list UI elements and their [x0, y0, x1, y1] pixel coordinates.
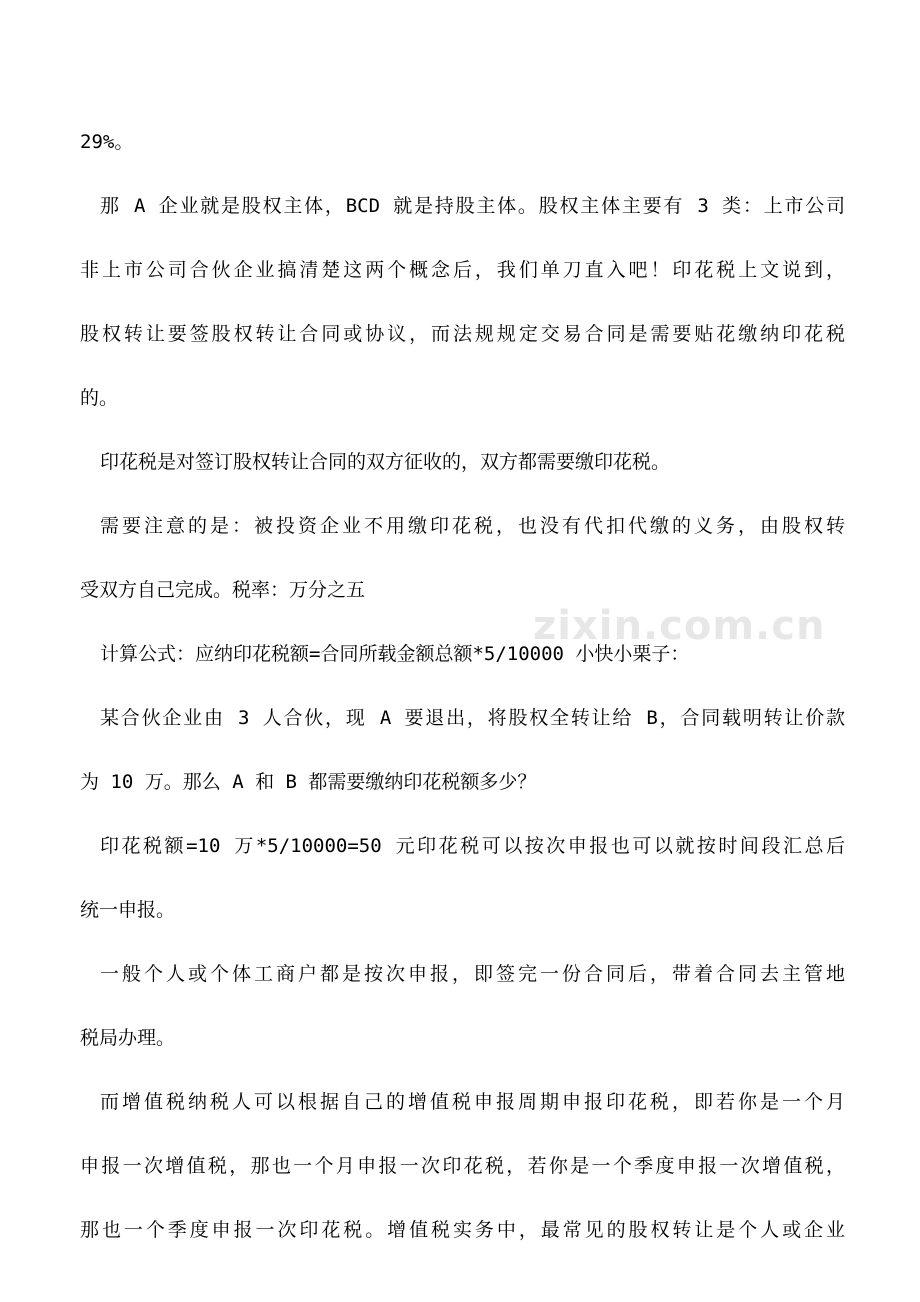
text-line: 印花税是对签订股权转让合同的双方征收的，双方都需要缴印花税。 — [100, 451, 671, 473]
text-line: 29%。 — [80, 131, 134, 153]
article-body — [80, 122, 845, 1250]
text-line: 的。 — [80, 387, 119, 409]
text-line: 申报一次增值税，那也一个月申报一次印花税，若你是一个季度申报一次增值税， — [80, 1155, 845, 1177]
text-line: 为 10 万。那么 A 和 B 都需要缴纳印花税额多少？ — [80, 771, 537, 793]
text-line: 受双方自己完成。税率：万分之五 — [80, 579, 366, 601]
watermark: zixin.com.cn — [533, 603, 826, 649]
text-line: 统一申报。 — [80, 899, 176, 921]
text-line: 那 A 企业就是股权主体，BCD 就是持股主体。股权主体主要有 3 类：上市公司 — [100, 195, 845, 217]
text-line: 非上市公司合伙企业搞清楚这两个概念后，我们单刀直入吧！印花税上文说到， — [80, 259, 845, 281]
text-line: 计算公式：应纳印花税额=合同所载金额总额*5/10000 小快小栗子： — [100, 643, 690, 665]
text-line: 那也一个季度申报一次印花税。增值税实务中，最常见的股权转让是个人或企业 — [80, 1219, 845, 1241]
text-line: 需要注意的是：被投资企业不用缴印花税，也没有代扣代缴的义务，由股权转 — [100, 515, 845, 537]
text-line: 股权转让要签股权转让合同或协议，而法规规定交易合同是需要贴花缴纳印花税 — [80, 323, 845, 345]
text-line: 印花税额=10 万*5/10000=50 元印花税可以按次申报也可以就按时间段汇总后 — [100, 835, 845, 857]
text-line: 一般个人或个体工商户都是按次申报，即签完一份合同后，带着合同去主管地 — [100, 963, 845, 985]
text-line: 某合伙企业由 3 人合伙，现 A 要退出，将股权全转让给 B，合同载明转让价款 — [100, 707, 845, 729]
text-line: 而增值税纳税人可以根据自己的增值税申报周期申报印花税，即若你是一个月 — [100, 1091, 845, 1113]
text-line: 税局办理。 — [80, 1027, 176, 1049]
